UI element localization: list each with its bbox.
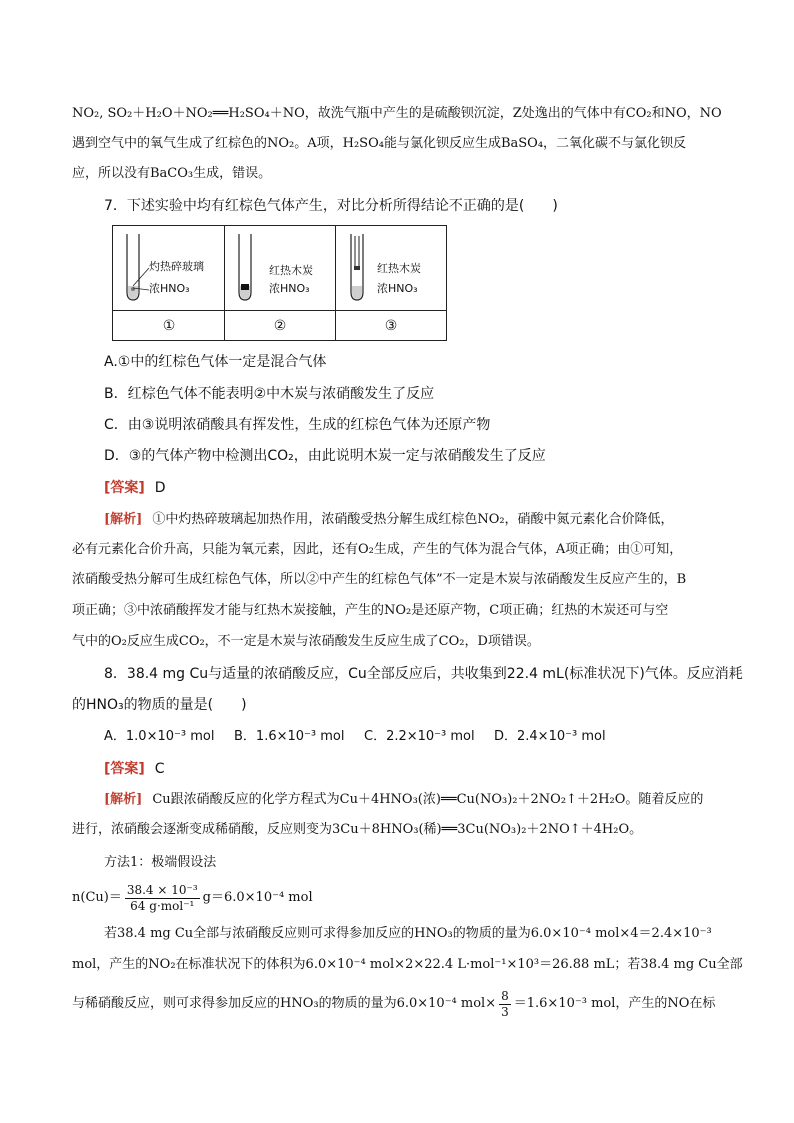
question-7-stem: 7．下述实验中均有红棕色气体产生，对比分析所得结论不正确的是( ) xyxy=(104,198,558,214)
analysis-line: 若38.4 mg Cu全部与浓硝酸反应则可求得参加反应的HNO₃的物质的量为6.0×10⁻⁴ mol×4＝2.4×10⁻³ xyxy=(104,926,712,941)
analysis-text: 与稀硝酸反应，则可求得参加反应的HNO₃的物质的量为6.0×10⁻⁴ mol× xyxy=(72,996,497,1011)
fraction-numerator: 8 xyxy=(501,988,509,1003)
answer-value: D xyxy=(154,480,166,496)
method-heading: 方法1：极端假设法 xyxy=(104,855,217,870)
cell-2-label-bottom: 浓HNO₃ xyxy=(269,282,310,295)
analysis-tag: [解析] xyxy=(104,792,143,807)
option-d: D．2.4×10⁻³ mol xyxy=(494,729,606,744)
fraction-denominator: 3 xyxy=(501,1004,509,1019)
answer-line xyxy=(104,759,764,779)
experiment-table xyxy=(112,225,447,341)
question-8-stem: 8．38.4 mg Cu与适量的浓硝酸反应，Cu全部反应后，共收集到22.4 mL(标准状况下)气体。反应消耗 xyxy=(104,666,743,682)
table-divider xyxy=(224,226,225,340)
cell-3-label-top: 红热木炭 xyxy=(377,262,421,275)
analysis-line: 进行，浓硝酸会逐渐变成稀硝酸，反应则变为3Cu＋8HNO₃(稀)══3Cu(NO₃)₂＋2NO↑＋4H₂O。 xyxy=(72,822,643,837)
fraction xyxy=(499,989,511,1020)
paragraph-line: NO₂, SO₂＋H₂O＋NO₂══H₂SO₄＋NO，故洗气瓶中产生的是硫酸钡沉淀，Z处逸出的气体中有CO₂和NO，NO xyxy=(72,106,722,121)
options-row xyxy=(104,727,764,747)
option-b: B．红棕色气体不能表明②中木炭与浓硝酸发生了反应 xyxy=(104,386,435,402)
cell-2-label-top: 红热木炭 xyxy=(269,264,313,277)
analysis-line: 浓硝酸受热分解可生成红棕色气体，所以②中产生的红棕色气体”不一定是木炭与浓硝酸发生反应产生的，B xyxy=(72,572,687,587)
cell-2-number: ② xyxy=(273,318,287,334)
formula-rhs: g＝6.0×10⁻⁴ mol xyxy=(202,890,313,905)
cell-1-label-bottom: 浓HNO₃ xyxy=(149,282,190,295)
formula-lhs: n(Cu)＝ xyxy=(72,890,122,905)
analysis-line: mol，产生的NO₂在标准状况下的体积为6.0×10⁻⁴ mol×2×22.4 L·mol⁻¹×10³＝26.88 mL；若38.4 mg Cu全部 xyxy=(72,957,743,972)
table-divider xyxy=(335,226,336,340)
option-b: B．1.6×10⁻³ mol xyxy=(234,729,345,744)
analysis-line: 必有元素化合价升高，只能为氧元素，因此，还有O₂生成，产生的气体为混合气体，A项正确；由①可知， xyxy=(72,542,683,557)
formula-denominator: 64 g·mol⁻¹ xyxy=(130,898,195,913)
paragraph-line: 遇到空气中的氧气生成了红棕色的NO₂。A项，H₂SO₄能与氯化钡反应生成BaSO₄，二氧化碳不与氯化钡反 xyxy=(72,136,687,151)
analysis-line xyxy=(72,986,732,1022)
analysis-line xyxy=(104,790,764,810)
cell-3-label-bottom: 浓HNO₃ xyxy=(377,282,418,295)
paragraph-line: 应，所以没有BaCO₃生成，错误。 xyxy=(72,166,272,181)
test-tube-icon xyxy=(231,232,259,304)
cell-1-number: ① xyxy=(162,318,176,334)
analysis-text: ①中灼热碎玻璃起加热作用，浓硝酸受热分解生成红棕色NO₂，硝酸中氮元素化合价降低， xyxy=(152,512,674,527)
formula xyxy=(72,880,732,916)
analysis-tag: [解析] xyxy=(104,512,143,527)
option-c: C．由③说明浓硝酸具有挥发性，生成的红棕色气体为还原产物 xyxy=(104,417,491,433)
analysis-line: 气中的O₂反应生成CO₂，不一定是木炭与浓硝酸发生反应生成了CO₂，D项错误。 xyxy=(72,634,540,649)
test-tube-icon xyxy=(343,232,373,304)
question-8-stem: 的HNO₃的物质的量是( ) xyxy=(72,697,247,713)
cell-1-label-top: 灼热碎玻璃 xyxy=(149,260,204,273)
answer-line xyxy=(104,478,764,498)
analysis-line xyxy=(104,510,764,530)
formula-numerator: 38.4 × 10⁻³ xyxy=(126,882,198,897)
option-c: C．2.2×10⁻³ mol xyxy=(364,729,475,744)
answer-tag: [答案] xyxy=(104,480,145,496)
option-a: A.①中的红棕色气体一定是混合气体 xyxy=(104,354,327,370)
answer-tag: [答案] xyxy=(104,761,145,777)
pointer-line-icon xyxy=(133,266,151,296)
option-d: D．③的气体产物中检测出CO₂，由此说明木炭一定与浓硝酸发生了反应 xyxy=(104,448,546,464)
answer-value: C xyxy=(154,761,165,777)
analysis-text: Cu跟浓硝酸反应的化学方程式为Cu＋4HNO₃(浓)══Cu(NO₃)₂＋2NO₂↑＋2H₂O。随着反应的 xyxy=(152,792,704,807)
formula-fraction xyxy=(125,883,200,914)
option-a: A．1.0×10⁻³ mol xyxy=(104,729,215,744)
analysis-line: 项正确；③中浓硝酸挥发才能与红热木炭接触，产生的NO₂是还原产物，C项正确；红热的木炭还可与空 xyxy=(72,603,669,618)
analysis-text: ＝1.6×10⁻³ mol，产生的NO在标 xyxy=(513,996,716,1011)
cell-3-number: ③ xyxy=(384,318,398,334)
